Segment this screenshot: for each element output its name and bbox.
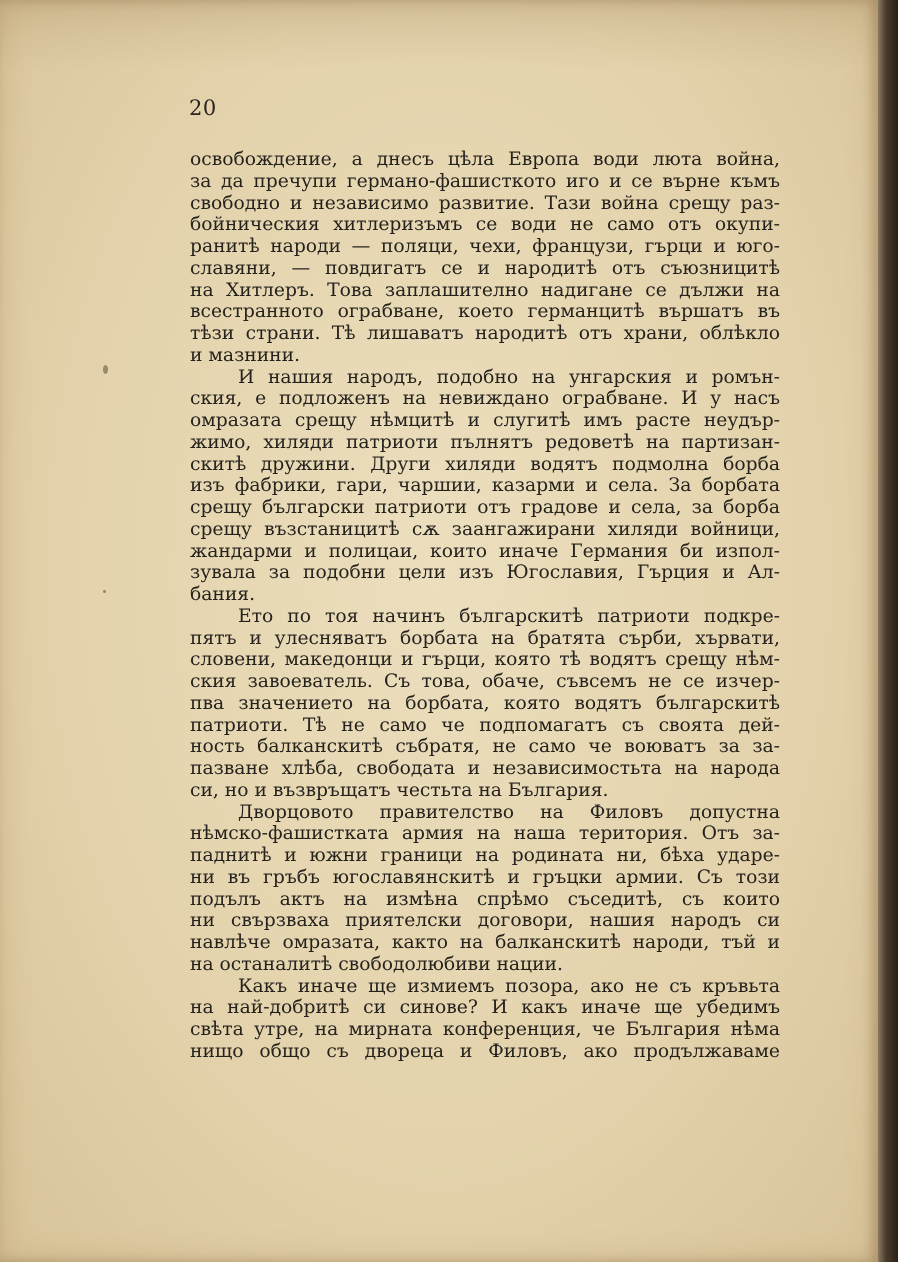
text-line: ранитѣ народи — поляци, чехи, французи, гърци и юго-	[190, 236, 780, 257]
text-line: свободно и независимо развитие. Тази война срещу раз-	[190, 192, 780, 214]
text-line: ность балканскитѣ събратя, не само че воюватъ за за-	[190, 736, 780, 758]
text-line: срещу български патриоти отъ градове и села, за борба	[190, 497, 780, 518]
text-line: жандарми и полицаи, които иначе Германия би изпол-	[190, 540, 780, 562]
text-line: жимо, хиляди патриоти пълнятъ редоветѣ на партизан-	[190, 431, 780, 453]
paragraph-start: Ето по тоя начинъ българскитѣ патриоти подкре-	[238, 605, 780, 627]
book-spine-edge	[878, 0, 898, 1262]
text-line: на Хитлеръ. Това заплашително надигане се дължи на	[190, 279, 780, 301]
text-line: ни въ гръбъ югославянскитѣ и гръцки армии. Съ този	[190, 866, 780, 888]
text-line: навлѣче омразата, както на балканскитѣ народи, тъй и	[190, 932, 780, 953]
text-line: пазване хлѣба, свободата и независимостьта на народа	[190, 758, 780, 779]
text-line: на останалитѣ свободолюбиви нации.	[190, 953, 563, 975]
text-line: тѣзи страни. Тѣ лишаватъ народитѣ отъ храни, облѣкло	[190, 323, 780, 344]
text-line: освобождение, а днесъ цѣла Европа води люта война,	[190, 149, 780, 170]
text-line: си, но и възвръщатъ честьта на България.	[190, 779, 609, 801]
text-line: бания.	[190, 584, 256, 605]
text-line: срещу възстаницитѣ сѫ заангажирани хиляди войници,	[190, 518, 780, 540]
page-number: 20	[189, 96, 217, 120]
text-line: на най-добритѣ си синове? И какъ иначе ще убедимъ	[190, 997, 780, 1019]
text-line: зувала за подобни цели изъ Югославия, Гърция и Ал-	[190, 562, 780, 584]
text-line: пва значението на борбата, която водятъ българскитѣ	[190, 692, 780, 714]
text-line: пятъ и улесняватъ борбата на братята сърби, хървати,	[190, 627, 780, 649]
text-line: ни свързваха приятелски договори, нашия народъ си	[190, 910, 780, 932]
body-text	[190, 149, 780, 1063]
paragraph-start: Дворцовото правителство на Филовъ допустна	[238, 801, 780, 823]
text-line: изъ фабрики, гари, чаршии, казарми и села. За борбата	[190, 475, 780, 497]
text-line: ския завоеватель. Съ това, обаче, съвсемъ не се изчер-	[190, 671, 780, 692]
ink-spot	[103, 365, 108, 374]
text-line: омразата срещу нѣмцитѣ и слугитѣ имъ расте неудър-	[190, 410, 780, 431]
text-line: нищо общо съ двореца и Филовъ, ако продължаваме	[190, 1040, 780, 1062]
text-line: скитѣ дружини. Други хиляди водятъ подмолна борба	[190, 453, 780, 475]
text-line: за да пречупи германо-фашисткото иго и се върне къмъ	[190, 170, 780, 192]
text-line: нѣмско-фашистката армия на наша територия. Отъ за-	[190, 823, 780, 845]
text-line: бойническия хитлеризъмъ се води не само отъ окупи-	[190, 214, 780, 236]
text-line: паднитѣ и южни граници на родината ни, бѣха ударе-	[190, 845, 780, 866]
text-line: патриоти. Тѣ не само че подпомагатъ съ своята дей-	[190, 714, 780, 736]
text-line: славяни, — повдигатъ се и народитѣ отъ съюзницитѣ	[190, 257, 780, 279]
text-line: и мазнини.	[190, 344, 301, 366]
ink-spot	[103, 590, 106, 593]
page-top-shading	[0, 0, 878, 70]
text-line: всестранното ограбване, което германцитѣ вършатъ въ	[190, 301, 780, 323]
paragraph-start: И нашия народъ, подобно на унгарския и ромън-	[238, 366, 780, 388]
text-line: ския, е подложенъ на невиждано ограбване. И у насъ	[190, 388, 780, 410]
text-line: подълъ актъ на измѣна спрѣмо съседитѣ, съ които	[190, 888, 780, 910]
paragraph-start: Какъ иначе ще измиемъ позора, ако не съ кръвьта	[238, 975, 780, 997]
text-line: свѣта утре, на мирната конференция, че България нѣма	[190, 1019, 780, 1040]
text-line: словени, македонци и гърци, която тѣ водятъ срещу нѣм-	[190, 649, 780, 671]
